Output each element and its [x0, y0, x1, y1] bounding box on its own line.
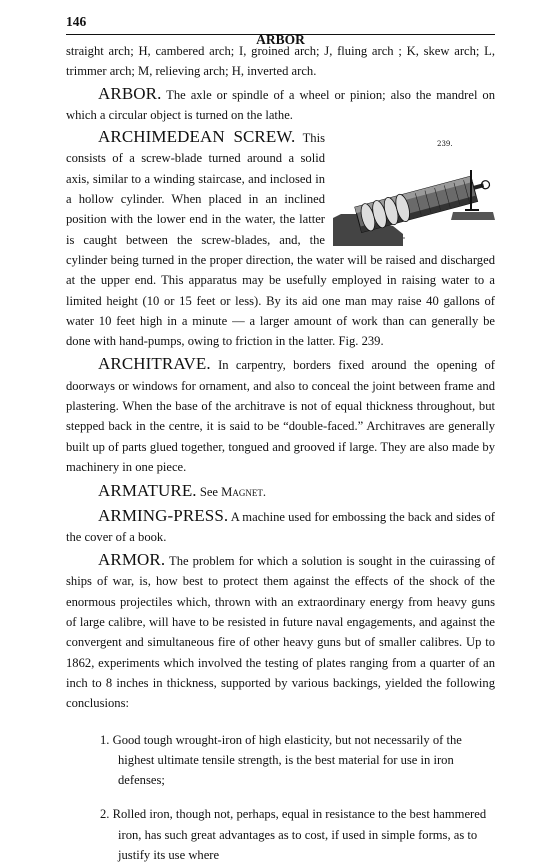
cross-reference-magnet[interactable]: Magnet. — [221, 485, 266, 499]
list-item — [66, 804, 495, 865]
figure-archimedean-screw — [333, 130, 495, 246]
list-item-number: 1. — [100, 733, 109, 747]
headword-arbor: ARBOR. — [98, 84, 161, 103]
headword-armature: ARMATURE. — [98, 481, 197, 500]
intro-paragraph: straight arch; H, cambered arch; I, groined arch; J, fluing arch ; K, skew arch; L, trimmer arch; M, relieving arch; H, inverted arch. — [66, 41, 495, 82]
entry-archimedean-screw — [66, 127, 495, 351]
list-item-text: Good tough wrought-iron of high elasticity, but not necessarily of the highest ultimate tensile strength, is the best material for use in iron defenses; — [113, 733, 462, 788]
headword-architrave: ARCHITRAVE. — [98, 354, 211, 373]
entry-armor — [66, 550, 495, 713]
entry-arbor — [66, 84, 495, 126]
definition-archimedean-screw: This consists of a screw-blade turned around a solid axis, similar to a winding staircase, and inclosed in a hollow cylinder. When placed in an inclined position with the lower end in the water, the latter is caught between the screw-blades, and, the cylinder being turned in the proper direction, the water will be raised and discharged at the upper end. This apparatus may be usefully employed in raising water to a limited height (10 or 15 feet or less). By its aid one man may raise 40 gallons of water 10 feet high in a minute — a larger amount of work than can generally be done with hand-pumps, owing to friction in the latter. Fig. 239. — [66, 131, 495, 348]
page — [66, 14, 495, 865]
conclusions-list — [66, 730, 495, 865]
page-number: 146 — [66, 14, 86, 30]
running-title: ARBOR — [256, 32, 305, 48]
definition-armor: The problem for which a solution is sought in the cuirassing of ships of war, is, how best to protect them against the effects of the shock of the enormous projectiles which, thrown with an extraordinary energy from heavy guns of large calibre, will have to be resisted in future naval engagements, and against the convergent and simultaneous fire of other heavy guns but of smaller calibres. Up to 1862, experiments which involved the testing of plates ranging from a quarter of an inch to 8 inches in thickness, supported by various backings, yielded the following conclusions: — [66, 554, 495, 710]
definition-architrave: In carpentry, borders fixed around the opening of doorways or windows for ornament, and also to conceal the joint between frame and plastering. When the base of the architrave is not of equal thickness throughout, but stepped back in the centre, it is said to be “double-faced.” Architraves are generally built up of parts glued together, tongued and grooved if large. They are also made by machinery in one piece. — [66, 358, 495, 473]
definition-arming-press: A machine used for embossing the back and sides of the cover of a book. — [66, 510, 495, 544]
headword-arming-press: ARMING-PRESS. — [98, 506, 228, 525]
figure-number: 239. — [405, 134, 453, 154]
entry-architrave — [66, 354, 495, 477]
headword-armor: ARMOR. — [98, 550, 165, 569]
definition-arbor: The axle or spindle of a wheel or pinion; also the mandrel on which a circular object is turned on the lathe. — [66, 88, 495, 122]
list-item-text: Rolled iron, though not, perhaps, equal in resistance to the best hammered iron, has such great advantages as to cost, if used in simple forms, as to justify its use where — [113, 807, 487, 862]
see-label: See — [200, 485, 218, 499]
page-header — [66, 14, 495, 33]
list-item-number: 2. — [100, 807, 109, 821]
headword-archimedean-screw: ARCHIMEDEAN SCREW. — [98, 127, 295, 146]
list-item — [66, 730, 495, 791]
entry-arming-press — [66, 506, 495, 548]
entry-armature — [66, 481, 495, 502]
